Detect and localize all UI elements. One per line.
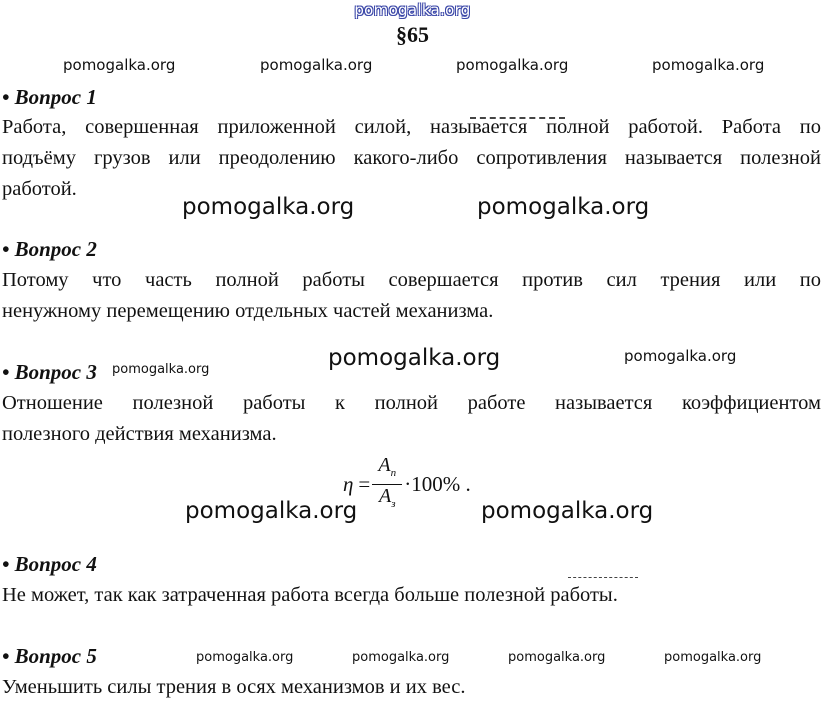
formula-equals: = <box>358 472 371 496</box>
top-watermark: pomogalka.org <box>354 1 471 19</box>
watermark: pomogalka.org <box>112 362 210 377</box>
formula-numerator: A <box>378 454 391 476</box>
watermark: pomogalka.org <box>260 56 373 74</box>
watermark: pomogalka.org <box>624 347 737 365</box>
question-4-answer <box>2 580 821 611</box>
formula-fraction <box>372 454 402 515</box>
answer-line: Потому что часть полной работы совершается против сил трения или по <box>2 269 821 291</box>
watermark: pomogalka.org <box>652 56 765 74</box>
watermark: pomogalka.org <box>63 56 176 74</box>
answer-line: Не может, так как затраченная работа всегда больше полезной работы. <box>2 584 618 606</box>
answer-line: полезного действия механизма. <box>2 423 277 445</box>
watermark: pomogalka.org <box>182 194 355 220</box>
question-1-answer <box>2 112 821 205</box>
question-2-answer <box>2 265 821 327</box>
question-5-title: • Вопрос 5 <box>2 644 97 668</box>
watermark: pomogalka.org <box>456 56 569 74</box>
watermark: pomogalka.org <box>481 498 654 524</box>
answer-line: Отношение полезной работы к полной работе называется коэффициентом <box>2 392 821 414</box>
question-3-title: • Вопрос 3 <box>2 360 97 384</box>
watermark: pomogalka.org <box>352 650 450 665</box>
answer-line: работой. <box>2 178 77 200</box>
question-4-title: • Вопрос 4 <box>2 552 97 576</box>
watermark: pomogalka.org <box>477 194 650 220</box>
watermark: pomogalka.org <box>328 345 501 371</box>
question-5-answer <box>2 672 821 703</box>
watermark: pomogalka.org <box>196 650 294 665</box>
formula-numerator-sub: п <box>390 467 397 479</box>
formula-denominator: A <box>379 485 392 507</box>
answer-line: Работа, совершенная приложенной силой, называется полной работой. Работа по <box>2 116 821 138</box>
watermark: pomogalka.org <box>508 650 606 665</box>
formula-denominator-sub: з <box>391 498 396 510</box>
answer-line: Уменьшить силы трения в осях механизмов и их вес. <box>2 676 466 698</box>
question-3-answer <box>2 388 821 450</box>
formula-eta: η <box>343 472 354 496</box>
question-2-title: • Вопрос 2 <box>2 237 97 261</box>
section-title: §65 <box>396 22 429 47</box>
question-1-title: • Вопрос 1 <box>2 85 97 109</box>
answer-line: ненужному перемещению отдельных частей механизма. <box>2 300 494 322</box>
efficiency-formula <box>343 454 471 515</box>
watermark: pomogalka.org <box>664 650 762 665</box>
scribble-mark <box>568 577 638 578</box>
answer-line: подъёму грузов или преодолению какого-либо сопротивления называется полезной <box>2 147 821 169</box>
formula-rhs: ·100% . <box>404 472 471 496</box>
watermark: pomogalka.org <box>185 498 358 524</box>
